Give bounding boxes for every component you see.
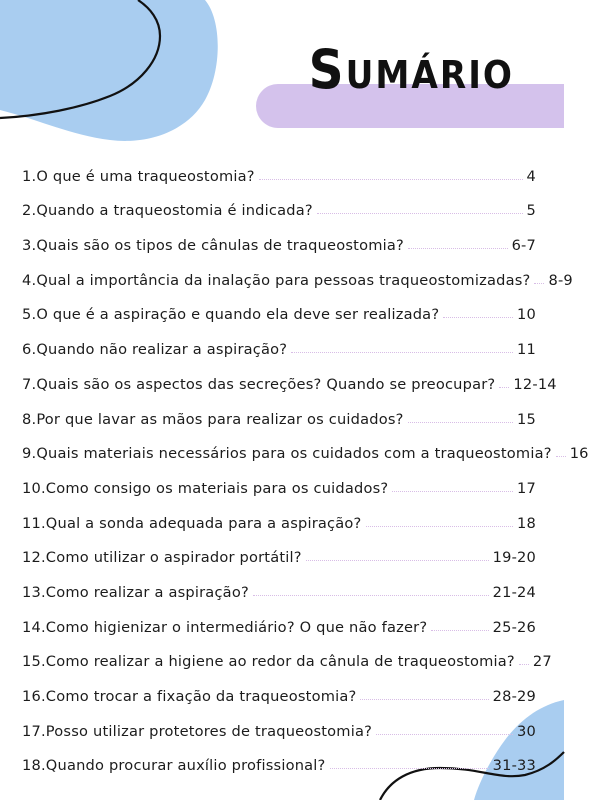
toc-entry-title: 11.Qual a sonda adequada para a aspiração? xyxy=(22,514,362,532)
toc-entry-page: 17 xyxy=(517,479,536,497)
toc-entry-title: 14.Como higienizar o intermediário? O que não fazer? xyxy=(22,618,428,636)
toc-entry-page: 27 xyxy=(532,653,552,671)
toc-entry-title: 2.Quando a traqueostomia é indicada? xyxy=(22,202,313,220)
page-title: Sumário xyxy=(308,38,514,101)
dot-leader xyxy=(556,455,566,457)
toc-entry[interactable] xyxy=(22,393,536,428)
dot-leader xyxy=(366,525,514,527)
toc-entry-page: 16 xyxy=(569,445,589,463)
toc-entry-title: 7.Quais são os aspectos das secreções? Quando se preocupar? xyxy=(22,375,496,393)
toc-entry-title: 3.Quais são os tipos de cânulas de traqueostomia? xyxy=(22,237,404,255)
toc-entry-page: 30 xyxy=(517,722,536,740)
toc-entry-title: 12.Como utilizar o aspirador portátil? xyxy=(22,549,302,567)
toc-entry-title: 10.Como consigo os materiais para os cuidados? xyxy=(22,479,389,497)
toc-entry[interactable] xyxy=(22,636,552,671)
toc-entry-page: 5 xyxy=(526,202,536,220)
dot-leader xyxy=(408,247,508,249)
toc-entry-page: 19-20 xyxy=(492,549,536,567)
toc-entry[interactable] xyxy=(22,462,536,497)
toc-entry-page: 31-33 xyxy=(492,757,536,775)
top-left-blob xyxy=(0,0,218,141)
toc-entry-page: 21-24 xyxy=(492,583,536,601)
toc-entry[interactable] xyxy=(22,670,536,705)
toc-entry-page: 4 xyxy=(526,167,536,185)
dot-leader xyxy=(253,594,489,596)
dot-leader xyxy=(408,421,513,423)
dot-leader xyxy=(499,386,509,388)
toc-entry[interactable] xyxy=(22,566,536,601)
toc-entry-title: 8.Por que lavar as mãos para realizar os cuidados? xyxy=(22,410,404,428)
toc-entry-title: 13.Como realizar a aspiração? xyxy=(22,583,249,601)
toc-entry[interactable] xyxy=(22,740,536,775)
toc-entry[interactable] xyxy=(22,497,536,532)
toc-entry-page: 28-29 xyxy=(492,688,536,705)
dot-leader xyxy=(392,490,513,492)
toc-entry[interactable] xyxy=(22,705,536,740)
dot-leader xyxy=(306,559,489,561)
dot-leader xyxy=(330,767,489,769)
toc-entry[interactable] xyxy=(22,254,573,289)
toc-entry[interactable] xyxy=(22,150,536,185)
toc-entry[interactable] xyxy=(22,358,557,393)
toc-entry-page: 25-26 xyxy=(492,618,536,636)
toc-entry-page: 11 xyxy=(517,341,536,359)
toc-entry-page: 10 xyxy=(517,306,536,324)
toc-entry-title: 18.Quando procurar auxílio profissional? xyxy=(22,757,326,775)
toc-entry-title: 4.Qual a importância da inalação para pessoas traqueostomizadas? xyxy=(22,271,531,289)
table-of-contents xyxy=(22,150,589,775)
toc-entry-page: 18 xyxy=(517,514,536,532)
toc-entry-title: 1.O que é uma traqueostomia? xyxy=(22,167,255,185)
toc-entry[interactable] xyxy=(22,185,536,220)
toc-entry-title: 16.Como trocar a fixação da traqueostomia? xyxy=(22,688,357,705)
dot-leader xyxy=(291,351,513,353)
toc-entry-page: 8-9 xyxy=(548,271,573,289)
toc-entry[interactable] xyxy=(22,289,536,324)
dot-leader xyxy=(376,733,513,735)
toc-entry[interactable] xyxy=(22,323,536,358)
toc-entry-title: 17.Posso utilizar protetores de traqueostomia? xyxy=(22,722,373,740)
toc-entry-page: 12-14 xyxy=(513,375,557,393)
toc-entry-page: 15 xyxy=(517,410,536,428)
toc-entry[interactable] xyxy=(22,601,536,636)
toc-entry-title: 15.Como realizar a higiene ao redor da cânula de traqueostomia? xyxy=(22,653,515,671)
toc-entry[interactable] xyxy=(22,532,536,567)
toc-entry-title: 5.O que é a aspiração e quando ela deve ser realizada? xyxy=(22,306,440,324)
dot-leader xyxy=(317,212,523,214)
dot-leader xyxy=(534,282,544,284)
toc-entry-page: 6-7 xyxy=(511,237,536,255)
toc-entry[interactable] xyxy=(22,219,536,254)
dot-leader xyxy=(443,316,513,318)
dot-leader xyxy=(431,629,488,631)
dot-leader xyxy=(360,698,488,700)
toc-entry[interactable] xyxy=(22,428,589,463)
dot-leader xyxy=(519,663,529,665)
toc-entry-title: 9.Quais materiais necessários para os cuidados com a traqueostomia? xyxy=(22,445,552,463)
toc-entry-title: 6.Quando não realizar a aspiração? xyxy=(22,341,288,359)
dot-leader xyxy=(259,178,523,180)
